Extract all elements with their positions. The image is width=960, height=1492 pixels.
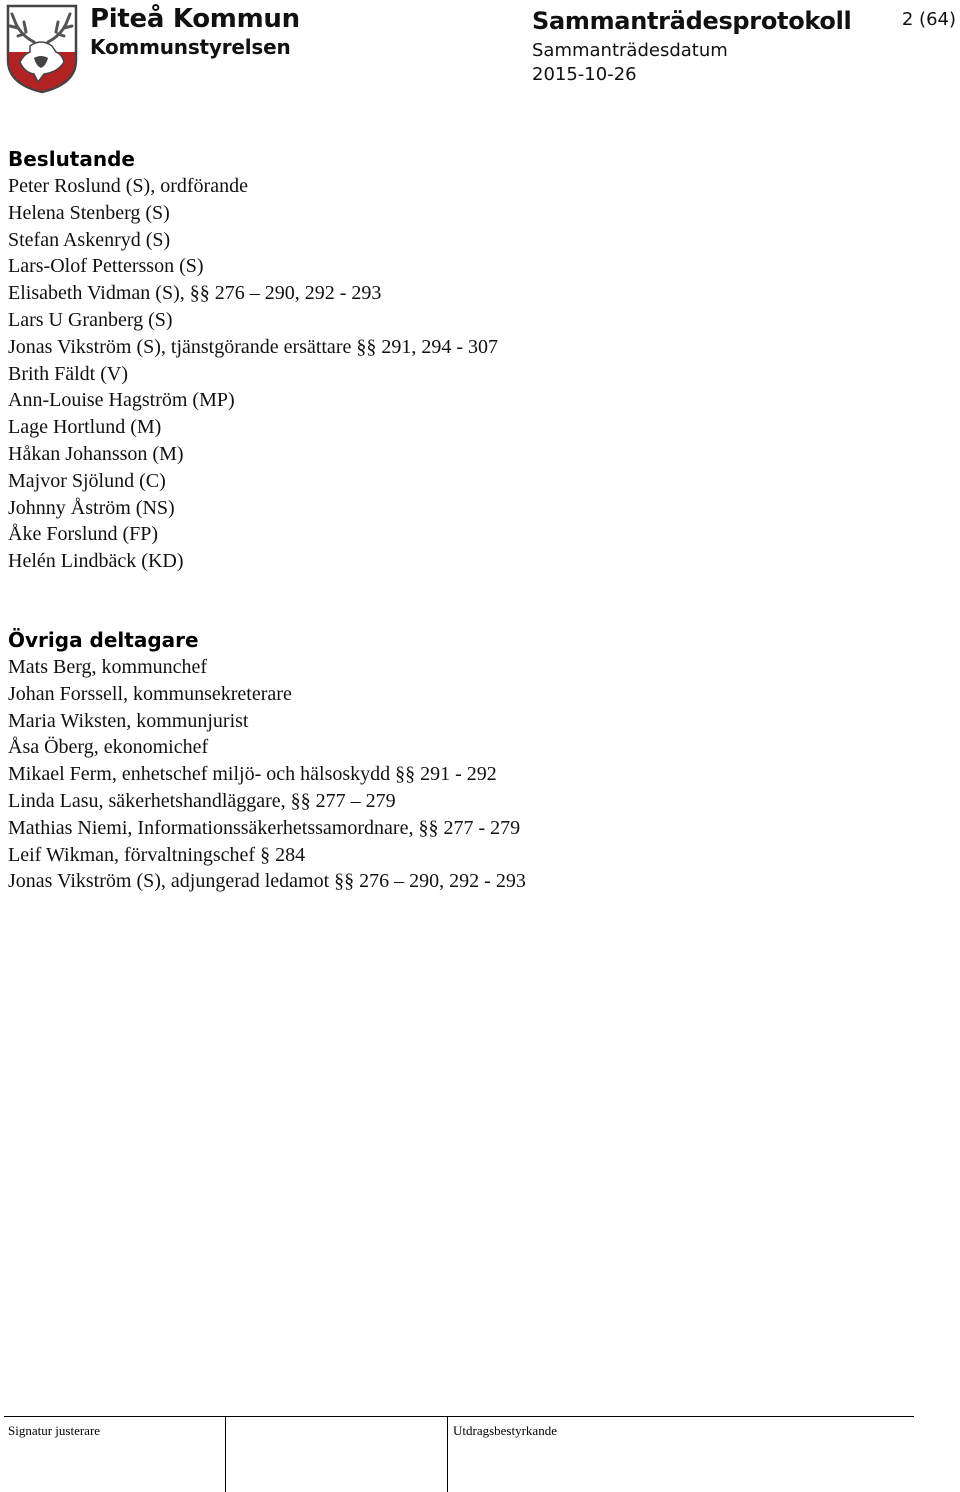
document-title: Sammanträdesprotokoll	[532, 7, 852, 35]
page-number: 2 (64)	[901, 9, 956, 30]
footer-divider	[447, 1416, 448, 1492]
list-item: Mikael Ferm, enhetschef miljö- och hälsoskydd §§ 291 - 292	[8, 763, 497, 786]
list-item: Lars-Olof Pettersson (S)	[8, 255, 204, 278]
list-item: Jonas Vikström (S), tjänstgörande ersättare §§ 291, 294 - 307	[8, 335, 499, 358]
organization-block	[90, 4, 300, 60]
board-name: Kommunstyrelsen	[90, 35, 291, 59]
list-item: Lars U Granberg (S)	[8, 308, 173, 331]
member-list	[8, 173, 498, 575]
list-item: Johnny Åström (NS)	[8, 496, 175, 519]
participant-list	[8, 654, 526, 895]
list-item: Åsa Öberg, ekonomichef	[8, 736, 209, 759]
municipality-name: Piteå Kommun	[90, 4, 300, 34]
footer-divider	[225, 1416, 226, 1492]
list-item: Peter Roslund (S), ordförande	[8, 175, 248, 197]
list-item: Lage Hortlund (M)	[8, 416, 162, 439]
other-participants-section	[8, 627, 526, 895]
list-item: Håkan Johansson (M)	[8, 442, 184, 465]
list-item: Helena Stenberg (S)	[8, 201, 170, 224]
list-item: Elisabeth Vidman (S), §§ 276 – 290, 292 - 293	[8, 282, 382, 305]
list-item: Mats Berg, kommunchef	[8, 656, 208, 678]
list-item: Jonas Vikström (S), adjungerad ledamot §§ 276 – 290, 292 - 293	[8, 870, 526, 893]
list-item: Ann-Louise Hagström (MP)	[8, 389, 235, 412]
reindeer-coat-of-arms-icon	[4, 2, 80, 94]
footer-rule	[4, 1416, 914, 1417]
meeting-date: 2015-10-26	[532, 64, 637, 85]
section-heading: Övriga deltagare	[8, 628, 199, 652]
signature-label: Signatur justerare	[8, 1423, 101, 1438]
list-item: Leif Wikman, förvaltningschef § 284	[8, 843, 306, 866]
meeting-date-label: Sammanträdesdatum	[532, 40, 728, 61]
list-item: Åke Forslund (FP)	[8, 523, 159, 546]
document-info	[532, 5, 851, 87]
decision-makers-section	[8, 146, 498, 575]
page-header	[0, 0, 960, 100]
list-item: Helén Lindbäck (KD)	[8, 550, 184, 573]
list-item: Majvor Sjölund (C)	[8, 469, 166, 492]
list-item: Brith Fäldt (V)	[8, 362, 128, 385]
extract-certification-label: Utdragsbestyrkande	[453, 1423, 557, 1438]
list-item: Linda Lasu, säkerhetshandläggare, §§ 277 – 279	[8, 789, 396, 812]
list-item: Johan Forssell, kommunsekreterare	[8, 682, 292, 705]
list-item: Maria Wiksten, kommunjurist	[8, 709, 249, 732]
section-heading: Beslutande	[8, 147, 135, 171]
list-item: Mathias Niemi, Informationssäkerhetssamordnare, §§ 277 - 279	[8, 816, 521, 839]
signature-footer	[0, 1416, 960, 1492]
list-item: Stefan Askenryd (S)	[8, 228, 171, 251]
